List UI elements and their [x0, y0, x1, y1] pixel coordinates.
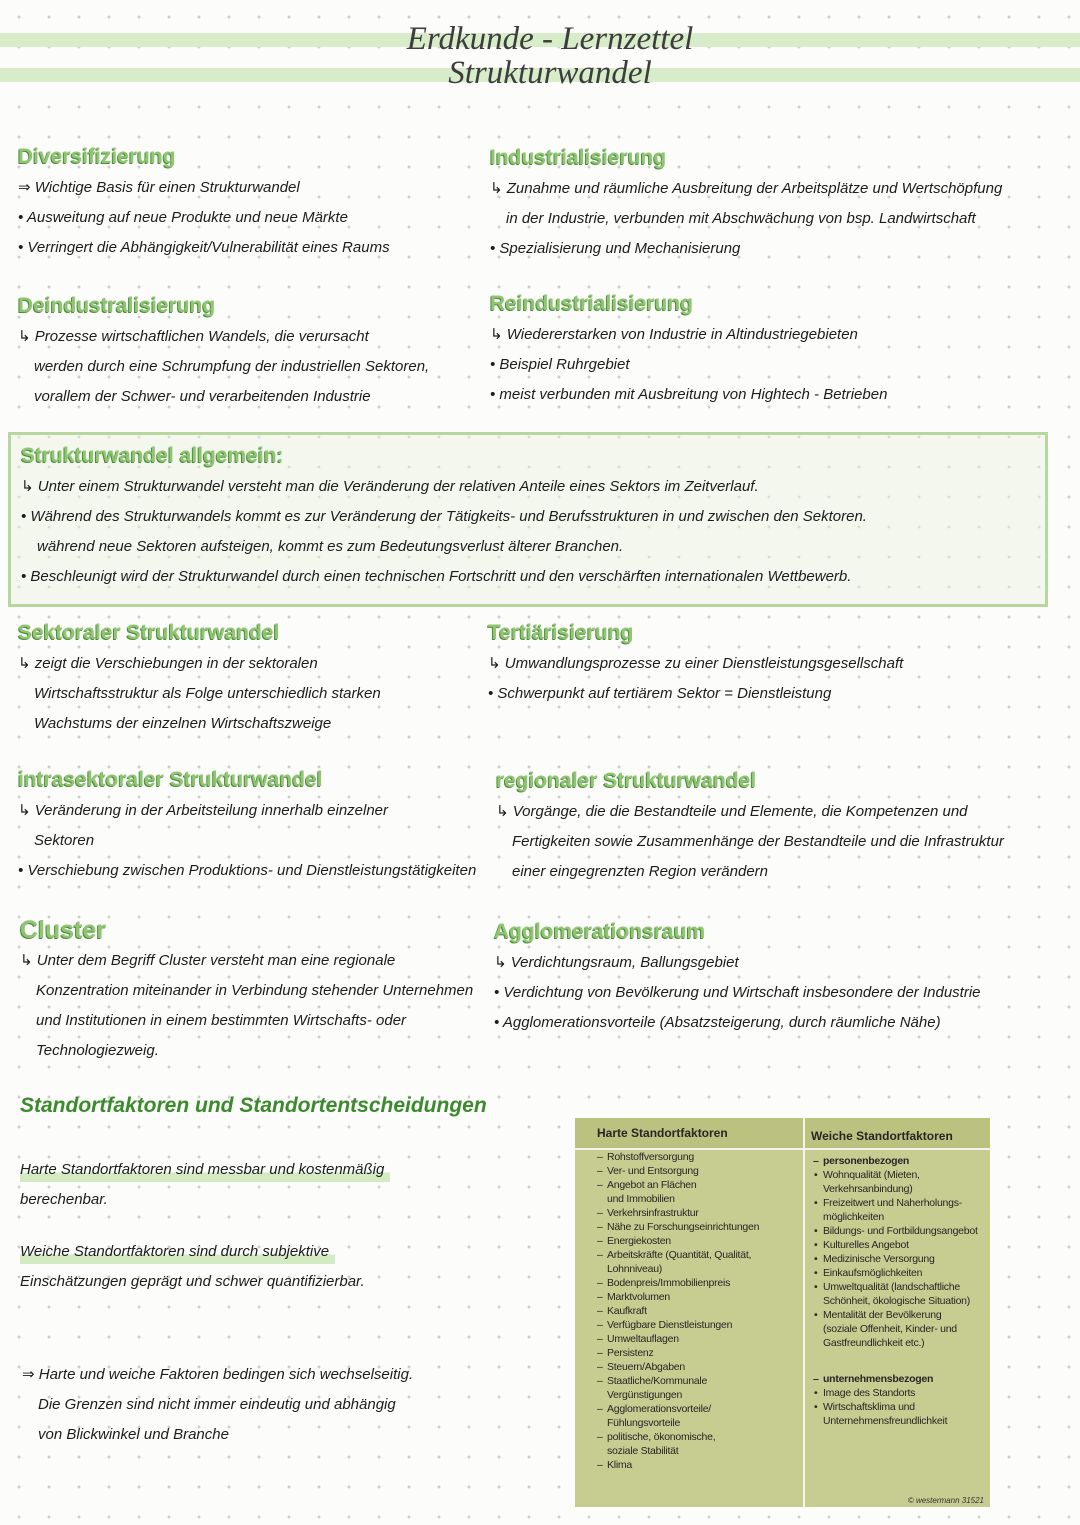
- soft-factor-list: [813, 1154, 985, 1428]
- note-line: • Beispiel Ruhrgebiet: [490, 356, 630, 373]
- heading-sektoral: Sektoraler Strukturwandel: [18, 621, 280, 644]
- note-line: in der Industrie, verbunden mit Abschwächung von bsp. Landwirtschaft: [506, 210, 976, 227]
- summary-line: • Beschleunigt wird der Strukturwandel durch einen technischen Fortschritt und den verschärften internationalen Wettbewerb.: [21, 568, 852, 585]
- heading-diversifizierung: Diversifizierung: [18, 145, 176, 168]
- hard-factor-item: – Agglomerationsvorteile/ Fühlungsvorteile: [597, 1402, 801, 1430]
- heading-tertiaerisierung: Tertiärisierung: [488, 621, 634, 644]
- note-line: Konzentration miteinander in Verbindung stehender Unternehmen: [36, 982, 474, 999]
- heading-reindustrialisierung: Reindustrialisierung: [490, 292, 694, 315]
- hard-factor-item: – Umweltauflagen: [597, 1332, 801, 1346]
- hard-factor-item: – Marktvolumen: [597, 1290, 801, 1304]
- definition-line: Harte Standortfaktoren sind messbar und kostenmäßig: [20, 1155, 390, 1185]
- note-lines: [494, 948, 981, 1038]
- heading-deindustrialisierung: Deindustralisierung: [18, 294, 216, 317]
- heading-agglomeration: Agglomerationsraum: [494, 920, 706, 943]
- note-line: • Ausweitung auf neue Produkte und neue Märkte: [18, 209, 348, 226]
- soft-factor-item: • Einkaufsmöglichkeiten: [813, 1266, 985, 1280]
- summary-box: [8, 432, 1048, 607]
- soft-factor-item: • Image des Standorts: [813, 1386, 985, 1400]
- hard-factor-item: – Bodenpreis/Immobilienpreis: [597, 1276, 801, 1290]
- standortfaktoren-table: [575, 1118, 990, 1507]
- conclusion-line: ⇒ Harte und weiche Faktoren bedingen sich wechselseitig.: [22, 1366, 414, 1383]
- soft-group-label: – personenbezogen: [813, 1154, 985, 1168]
- note-line: ↳ Veränderung in der Arbeitsteilung innerhalb einzelner: [18, 802, 389, 819]
- factor-conclusion: [22, 1360, 413, 1450]
- note-lines: [490, 320, 887, 410]
- note-line: ⇒ Wichtige Basis für einen Strukturwandel: [18, 179, 300, 196]
- hard-factor-definition: [20, 1155, 390, 1215]
- summary-line: • Während des Strukturwandels kommt es zur Veränderung der Tätigkeits- und Berufsstrukturen in und zwischen den Sektoren.: [21, 508, 867, 525]
- hard-factor-item: – Steuern/Abgaben: [597, 1360, 801, 1374]
- hard-factor-item: – Persistenz: [597, 1346, 801, 1360]
- soft-group-items: [813, 1386, 985, 1428]
- hard-factor-item: – Angebot an Flächen und Immobilien: [597, 1178, 801, 1206]
- hard-factor-item: – Nähe zu Forschungseinrichtungen: [597, 1220, 801, 1234]
- heading-cluster: Cluster: [20, 916, 107, 944]
- note-line: ↳ Zunahme und räumliche Ausbreitung der Arbeitsplätze und Wertschöpfung: [490, 180, 1003, 197]
- page-title: [340, 22, 760, 90]
- hard-factor-item: – Arbeitskräfte (Quantität, Qualität, Lohnniveau): [597, 1248, 801, 1276]
- note-line: ↳ Umwandlungsprozesse zu einer Dienstleistungsgesellschaft: [488, 655, 904, 672]
- heading-intrasektoral: intrasektoraler Strukturwandel: [18, 768, 323, 791]
- note-line: ↳ zeigt die Verschiebungen in der sektoralen: [18, 655, 318, 672]
- note-cluster: [20, 914, 473, 1066]
- hard-factor-item: – Staatliche/Kommunale Vergünstigungen: [597, 1374, 801, 1402]
- note-line: • Verschiebung zwischen Produktions- und Dienstleistungstätigkeiten: [18, 862, 477, 879]
- note-lines: [18, 322, 429, 412]
- heading-strukturwandel-allgemein: Strukturwandel allgemein:: [21, 444, 284, 467]
- publisher-credit: © westermann 31521: [907, 1496, 984, 1505]
- note-intrasektoral: [18, 764, 476, 886]
- soft-factor-definition: [20, 1237, 365, 1297]
- note-line: ↳ Wiedererstarken von Industrie in Altindustriegebieten: [490, 326, 858, 343]
- hard-factor-item: – Verfügbare Dienstleistungen: [597, 1318, 801, 1332]
- soft-factor-item: • Kulturelles Angebot: [813, 1238, 985, 1252]
- soft-group-company: [813, 1372, 985, 1428]
- note-lines: [20, 946, 473, 1066]
- conclusion-line: von Blickwinkel und Branche: [38, 1426, 229, 1443]
- note-line: vorallem der Schwer- und verarbeitenden Industrie: [34, 388, 371, 405]
- note-lines: [490, 174, 1002, 264]
- hard-factor-item: – Kaufkraft: [597, 1304, 801, 1318]
- note-line: • Verringert die Abhängigkeit/Vulnerabilität eines Raums: [18, 239, 390, 256]
- note-line: ↳ Verdichtungsraum, Ballungsgebiet: [494, 954, 739, 971]
- soft-group-personal: [813, 1154, 985, 1350]
- note-lines: [18, 649, 381, 739]
- note-tertiaerisierung: [488, 617, 903, 709]
- definition-line: Weiche Standortfaktoren sind durch subjektive: [20, 1237, 335, 1267]
- conclusion-line: Die Grenzen sind nicht immer eindeutig und abhängig: [38, 1396, 396, 1413]
- note-lines: [18, 796, 476, 886]
- hard-factor-item: – Klima: [597, 1458, 801, 1472]
- note-line: Wirtschaftsstruktur als Folge unterschiedlich starken: [34, 685, 381, 702]
- note-line: • Verdichtung von Bevölkerung und Wirtschaft insbesondere der Industrie: [494, 984, 981, 1001]
- summary-line: während neue Sektoren aufsteigen, kommt es zum Bedeutungsverlust älterer Branchen.: [37, 538, 624, 555]
- note-line: • Spezialisierung und Mechanisierung: [490, 240, 741, 257]
- hard-factor-item: – politische, ökonomische, soziale Stabilität: [597, 1430, 801, 1458]
- summary-line: ↳ Unter einem Strukturwandel versteht man die Veränderung der relativen Anteile eines Sektors im Zeitverlauf.: [21, 478, 759, 495]
- heading-industrialisierung: Industrialisierung: [490, 146, 667, 169]
- definition-line: Einschätzungen geprägt und schwer quantifizierbar.: [20, 1273, 365, 1290]
- soft-factor-item: • Umweltqualität (landschaftliche Schönheit, ökologische Situation): [813, 1280, 985, 1308]
- hard-factor-list: [597, 1150, 801, 1472]
- note-sektoral: [18, 617, 381, 739]
- soft-factor-item: • Mentalität der Bevölkerung (soziale Offenheit, Kinder- und Gastfreundlichkeit etc.): [813, 1308, 985, 1350]
- note-regional: [496, 765, 1004, 887]
- note-agglomeration: [494, 916, 981, 1038]
- summary-lines: [21, 472, 1045, 592]
- note-lines: [496, 797, 1004, 887]
- hard-factor-item: – Ver- und Entsorgung: [597, 1164, 801, 1178]
- soft-factor-item: • Medizinische Versorgung: [813, 1252, 985, 1266]
- note-line: einer eingegrenzten Region verändern: [512, 863, 769, 880]
- note-line: • Schwerpunkt auf tertiärem Sektor = Dienstleistung: [488, 685, 832, 702]
- table-header-hard: Harte Standortfaktoren: [597, 1126, 728, 1140]
- note-line: • meist verbunden mit Ausbreitung von Hightech - Betrieben: [490, 386, 888, 403]
- note-reindustrialisierung: [490, 288, 887, 410]
- soft-factor-item: • Wirtschaftsklima und Unternehmensfreundlichkeit: [813, 1400, 985, 1428]
- title-topic: Strukturwandel: [448, 55, 652, 91]
- hard-factor-item: – Rohstoffversorgung: [597, 1150, 801, 1164]
- note-diversifizierung: [18, 141, 390, 263]
- definition-line: berechenbar.: [20, 1191, 108, 1208]
- hard-factor-item: – Verkehrsinfrastruktur: [597, 1206, 801, 1220]
- note-line: ↳ Vorgänge, die die Bestandteile und Elemente, die Kompetenzen und: [496, 803, 968, 820]
- heading-regional: regionaler Strukturwandel: [496, 769, 757, 792]
- soft-factor-item: • Freizeitwert und Naherholungs- möglichkeiten: [813, 1196, 985, 1224]
- heading-standortfaktoren: Standortfaktoren und Standortentscheidungen: [20, 1094, 487, 1117]
- note-line: Wachstums der einzelnen Wirtschaftszweige: [34, 715, 332, 732]
- note-line: Fertigkeiten sowie Zusammenhänge der Bestandteile und die Infrastruktur: [512, 833, 1004, 850]
- note-industrialisierung: [490, 142, 1002, 264]
- note-lines: [18, 173, 390, 263]
- note-line: Technologiezweig.: [36, 1042, 159, 1059]
- table-column-divider: [803, 1118, 805, 1507]
- note-lines: [488, 649, 903, 709]
- soft-group-items: [813, 1168, 985, 1350]
- soft-factor-item: • Bildungs- und Fortbildungsangebot: [813, 1224, 985, 1238]
- hard-factor-item: – Energiekosten: [597, 1234, 801, 1248]
- soft-group-label: – unternehmensbezogen: [813, 1372, 985, 1386]
- note-line: ↳ Prozesse wirtschaftlichen Wandels, die verursacht: [18, 328, 369, 345]
- title-subject: Erdkunde - Lernzettel: [406, 21, 694, 57]
- note-line: Sektoren: [34, 832, 95, 849]
- note-line: und Institutionen in einem bestimmten Wirtschafts- oder: [36, 1012, 407, 1029]
- note-line: • Agglomerationsvorteile (Absatzsteigerung, durch räumliche Nähe): [494, 1014, 941, 1031]
- note-deindustrialisierung: [18, 290, 429, 412]
- table-header-soft: Weiche Standortfaktoren: [811, 1129, 953, 1143]
- soft-factor-item: • Wohnqualität (Mieten, Verkehrsanbindung): [813, 1168, 985, 1196]
- note-line: werden durch eine Schrumpfung der industriellen Sektoren,: [34, 358, 430, 375]
- note-line: ↳ Unter dem Begriff Cluster versteht man eine regionale: [20, 952, 396, 969]
